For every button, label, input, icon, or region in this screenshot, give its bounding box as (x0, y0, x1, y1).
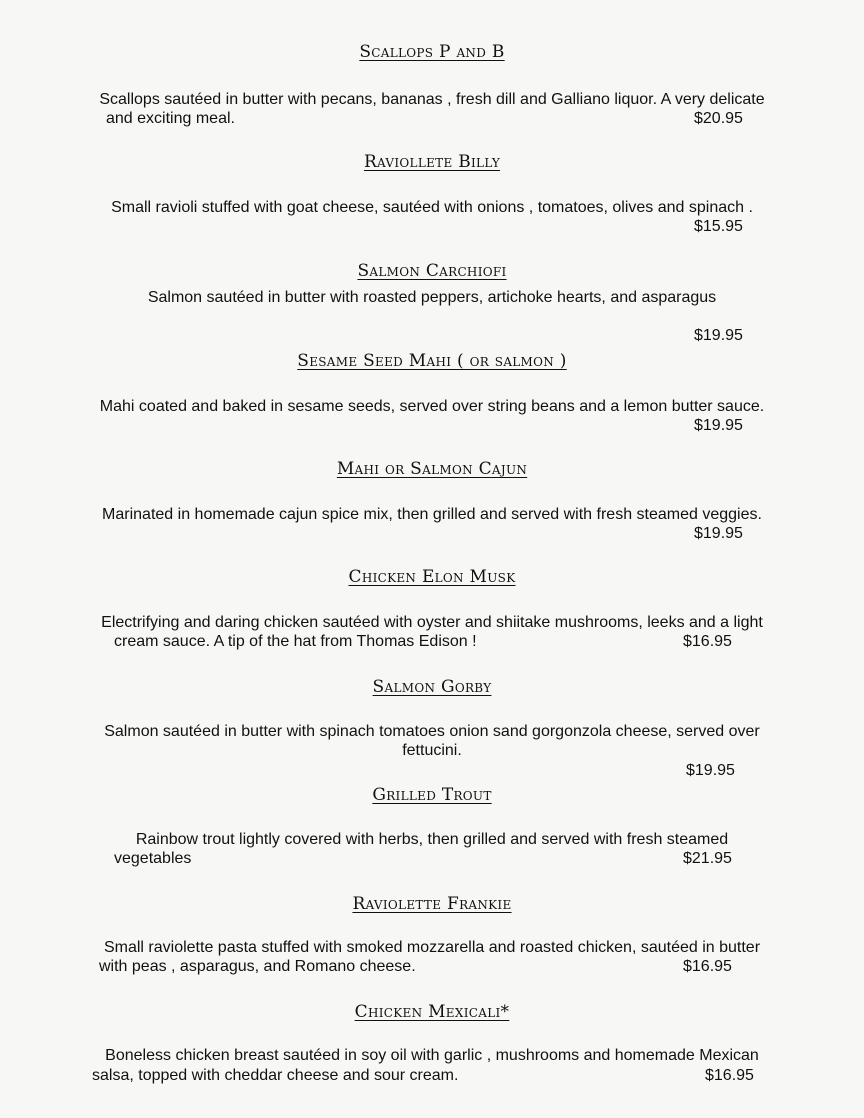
dish-price: $19.95 (694, 417, 743, 434)
dish-description: Small ravioli stuffed with goat cheese, sautéed with onions , tomatoes, olives and spinach . (111, 199, 753, 216)
dish-description: Electrifying and daring chicken sautéed with oyster and shiitake mushrooms, leeks and a light (101, 614, 763, 631)
dish-title: Raviolette Frankie (352, 894, 512, 914)
dish-description: Salmon sautéed in butter with spinach tomatoes onion sand gorgonzola cheese, served over (104, 723, 760, 740)
dish-description: Boneless chicken breast sautéed in soy oil with garlic , mushrooms and homemade Mexican (105, 1047, 759, 1064)
dish-description-cont: salsa, topped with cheddar cheese and sour cream. (92, 1067, 459, 1084)
dish-description: Marinated in homemade cajun spice mix, then grilled and served with fresh steamed veggies. (102, 506, 762, 523)
dish-title: Sesame Seed Mahi ( or salmon ) (297, 351, 567, 371)
dish-description-cont: vegetables (114, 850, 192, 867)
dish-price: $19.95 (686, 762, 735, 779)
dish-price: $16.95 (683, 958, 732, 975)
dish-description-cont: fettucini. (402, 742, 462, 759)
dish-title: Chicken Elon Musk (348, 567, 516, 587)
dish-price: $19.95 (694, 327, 743, 344)
dish-title: Grilled Trout (372, 785, 492, 805)
dish-description: Scallops sautéed in butter with pecans, bananas , fresh dill and Galliano liquor. A very delicate (99, 91, 765, 108)
dish-description: Rainbow trout lightly covered with herbs, then grilled and served with fresh steamed (135, 831, 729, 848)
dish-title: Raviollete Billy (363, 152, 501, 172)
dish-price: $20.95 (694, 110, 743, 127)
dish-description-cont: cream sauce. A tip of the hat from Thomas Edison ! (114, 633, 477, 650)
dish-price: $19.95 (694, 525, 743, 542)
dish-price: $16.95 (705, 1067, 754, 1084)
dish-title: Salmon Gorby (372, 677, 492, 697)
dish-description-cont: with peas , asparagus, and Romano cheese. (99, 958, 416, 975)
dish-description-cont: and exciting meal. (106, 110, 235, 127)
dish-price: $15.95 (694, 218, 743, 235)
dish-price: $21.95 (683, 850, 732, 867)
dish-description: Small raviolette pasta stuffed with smoked mozzarella and roasted chicken, sautéed in butter (103, 939, 761, 956)
dish-description: Mahi coated and baked in sesame seeds, served over string beans and a lemon butter sauce. (99, 398, 765, 415)
dish-title: Mahi or Salmon Cajun (336, 459, 528, 479)
dish-description: Salmon sautéed in butter with roasted peppers, artichoke hearts, and asparagus (147, 289, 717, 306)
dish-price: $16.95 (683, 633, 732, 650)
dish-title: Chicken Mexicali* (354, 1002, 510, 1022)
dish-title: Scallops P and B (359, 42, 505, 62)
dish-title: Salmon Carchiofi (357, 261, 507, 281)
